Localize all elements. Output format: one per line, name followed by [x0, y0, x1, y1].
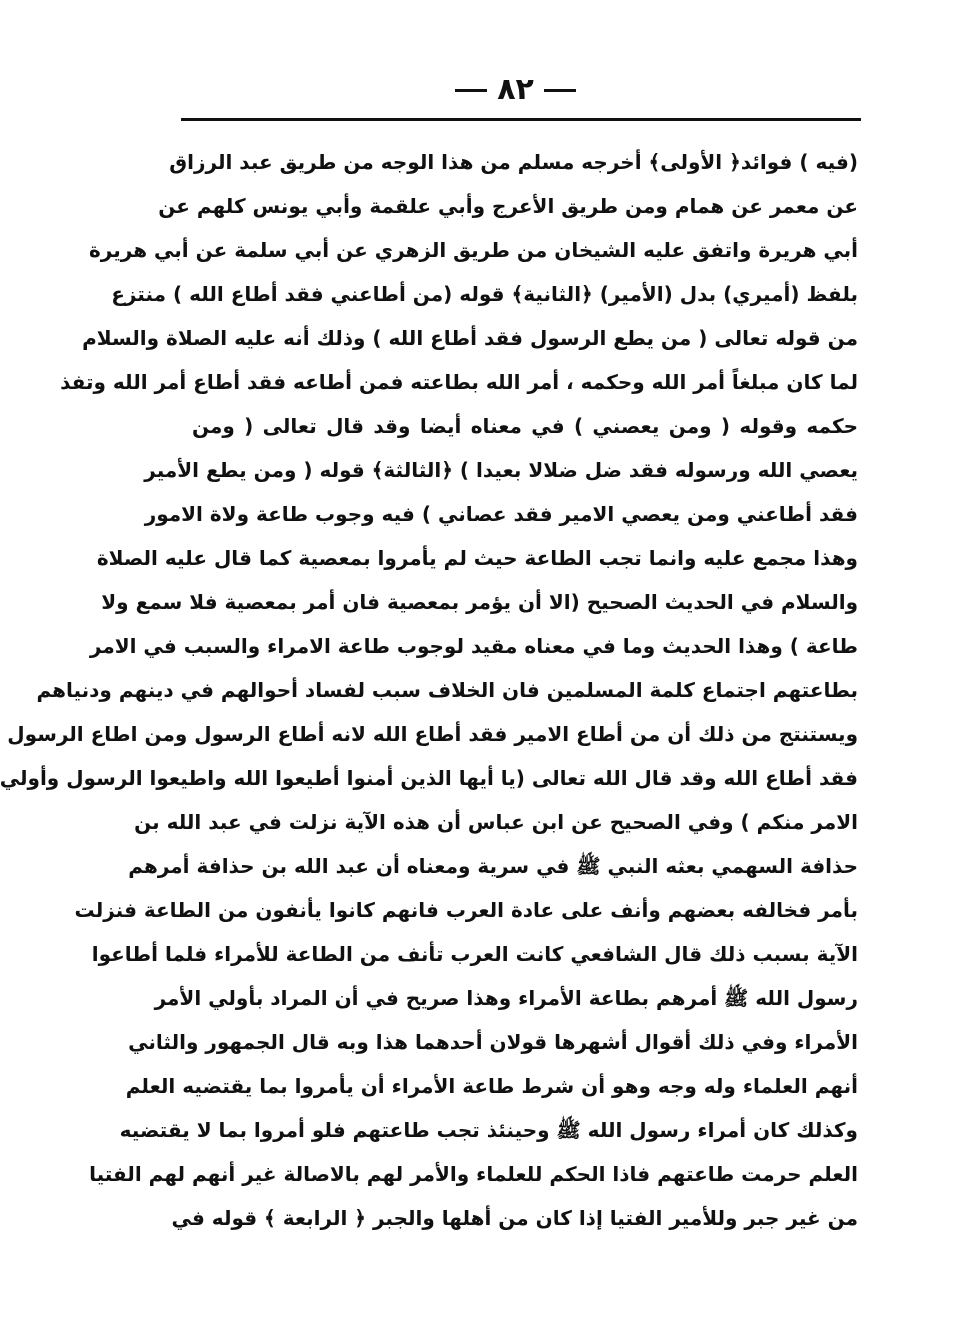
text-line-4: بلفظ (أميري) بدل (الأمير) ﴿الثانية﴾ قوله (من أطاعني فقد أطاع الله ) منتزع — [111, 282, 858, 306]
text-line-10: وهذا مجمع عليه وانما تجب الطاعة حيث لم يأمروا بمعصية كما قال عليه الصلاة — [96, 546, 858, 570]
text-line-25: من غير جبر وللأمير الفتيا إذا كان من أهلها والجبر ﴿ الرابعة ﴾ قوله في — [171, 1206, 858, 1230]
text-line-9: فقد أطاعني ومن يعصي الامير فقد عصاني ) فيه وجوب طاعة ولاة الامور — [144, 502, 858, 526]
text-line-14: ويستنتج من ذلك أن من أطاع الامير فقد أطاع الله لانه أطاع الرسول ومن اطاع الرسول — [7, 722, 858, 746]
text-line-12: طاعة ) وهذا الحديث وما في معناه مقيد لوجوب طاعة الامراء والسبب في الامر — [89, 634, 858, 658]
text-line-15: فقد أطاع الله وقد قال الله تعالى (يا أيها الذين أمنوا أطيعوا الله واطيعوا الرسول وأولي — [0, 766, 858, 790]
text-line-13: بطاعتهم اجتماع كلمة المسلمين فان الخلاف سبب لفساد أحوالهم في دينهم ودنياهم — [36, 678, 858, 702]
text-line-16: الامر منكم ) وفي الصحيح عن ابن عباس أن هذه الآية نزلت في عبد الله بن — [134, 810, 858, 834]
text-line-3: أبي هريرة واتفق عليه الشيخان من طريق الزهري عن أبي سلمة عن أبي هريرة — [89, 238, 858, 262]
text-line-23: وكذلك كان أمراء رسول الله ﷺ وحينئذ تجب طاعتهم فلو أمروا بما لا يقتضيه — [119, 1118, 858, 1142]
page-number — [74, 72, 957, 108]
text-line-11: والسلام في الحديث الصحيح (الا أن يؤمر بمعصية فان أمر بمعصية فلا سمع ولا — [101, 590, 858, 614]
text-line-5: من قوله تعالى ( من يطع الرسول فقد أطاع الله ) وذلك أنه عليه الصلاة والسلام — [82, 326, 858, 350]
text-line-24: العلم حرمت طاعتهم فاذا الحكم للعلماء والأمر لهم بالاصالة غير أنهم لهم الفتيا — [89, 1162, 858, 1186]
header-rule — [181, 118, 861, 121]
text-line-19: الآية بسبب ذلك قال الشافعي كانت العرب تأنف من الطاعة للأمراء فلما أطاعوا — [91, 942, 858, 966]
page-number-right-dash — [544, 89, 576, 92]
text-line-20: رسول الله ﷺ أمرهم بطاعة الأمراء وهذا صريح في أن المراد بأولي الأمر — [154, 986, 858, 1010]
text-line-17: حذافة السهمي بعثه النبي ﷺ في سرية ومعناه أن عبد الله بن حذافة أمرهم — [128, 854, 858, 878]
page-number-value: ٨٢ — [497, 72, 534, 107]
text-line-6: لما كان مبلغاً أمر الله وحكمه ، أمر الله بطاعته فمن أطاعه فقد أطاع أمر الله وتفذ — [60, 370, 858, 394]
text-line-8: يعصي الله ورسوله فقد ضل ضلالا بعيدا ) ﴿الثالثة﴾ قوله ( ومن يطع الأمير — [144, 458, 858, 482]
text-line-21: الأمراء وفي ذلك أقوال أشهرها قولان أحدهما هذا وبه قال الجمهور والثاني — [128, 1030, 858, 1054]
page-body — [0, 140, 858, 1240]
text-line-1: (فيه ) فوائد﴿ الأولى﴾ أخرجه مسلم من هذا الوجه من طريق عبد الرزاق — [169, 150, 858, 174]
text-line-2: عن معمر عن همام ومن طريق الأعرج وأبي علقمة وأبي يونس كلهم عن — [158, 194, 858, 218]
text-line-18: بأمر فخالفه بعضهم وأنف على عادة العرب فانهم كانوا يأنفون من الطاعة فنزلت — [74, 898, 858, 922]
text-line-22: أنهم العلماء وله وجه وهو أن شرط طاعة الأمراء أن يأمروا بما يقتضيه العلم — [125, 1074, 858, 1098]
page-number-left-dash — [455, 89, 487, 92]
text-line-7: حكمه وقوله ( ومن يعصني ) في معناه أيضا وقد قال تعالى ( ومن — [192, 414, 858, 438]
